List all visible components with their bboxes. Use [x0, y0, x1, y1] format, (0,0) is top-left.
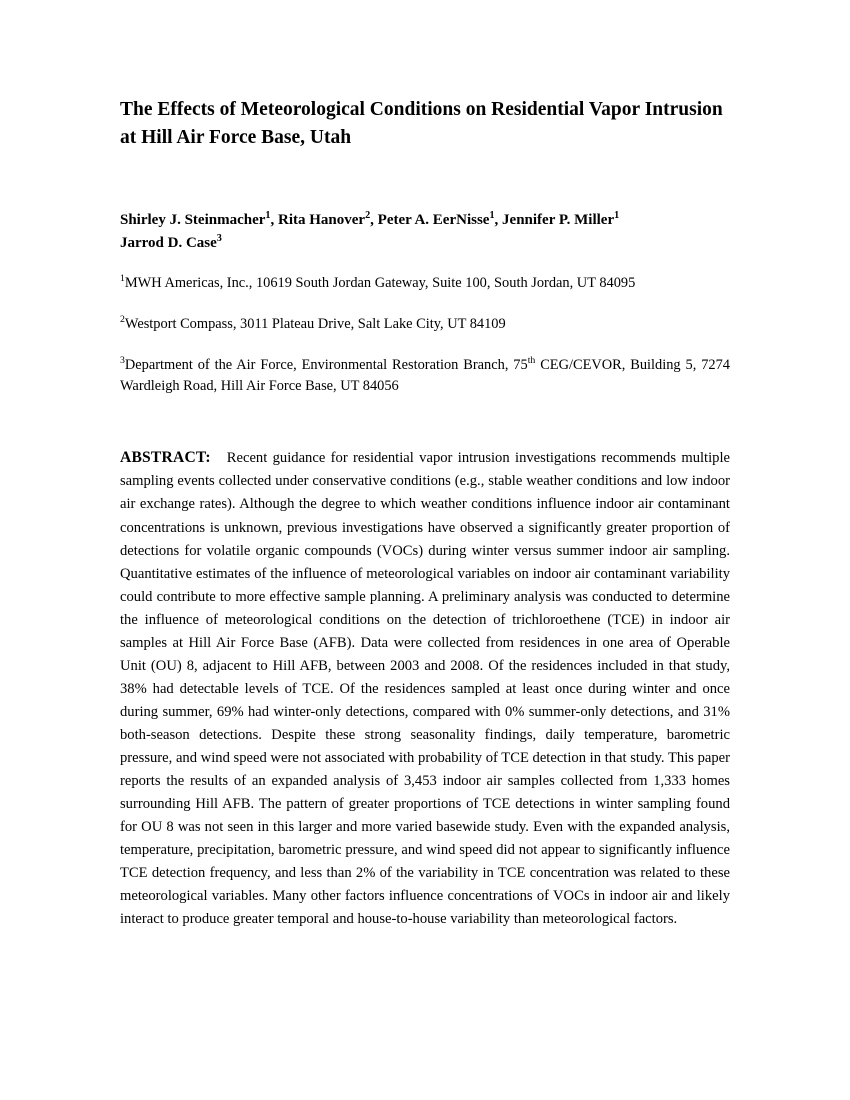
affiliation-text-2: Westport Compass, 3011 Plateau Drive, Salt Lake City, UT 84109	[124, 315, 506, 332]
abstract-section	[120, 446, 730, 932]
page-title: The Effects of Meteorological Conditions on Residential Vapor Intrusion at Hill Air Force Base, Utah	[120, 99, 723, 148]
abstract-label: ABSTRACT:	[120, 448, 211, 466]
affiliation-text-3a: Department of the Air Force, Environmental Restoration Branch, 75	[124, 356, 528, 373]
author-name-5: Jarrod D. Case	[120, 234, 217, 251]
author-affil-marker-5: 3	[216, 232, 222, 244]
affiliation-marker-2: 2	[120, 314, 125, 326]
affiliation-marker-1: 1	[120, 273, 125, 285]
author-affil-marker-1: 1	[265, 210, 271, 222]
author-name-2: , Rita Hanover	[270, 212, 366, 229]
affiliation-text-1: MWH Americas, Inc., 10619 South Jordan Gateway, Suite 100, South Jordan, UT 84095	[124, 275, 636, 292]
author-affil-marker-3: 1	[489, 210, 495, 222]
affiliation-1	[120, 273, 730, 295]
affiliation-3	[120, 355, 730, 398]
author-name-1: Shirley J. Steinmacher	[120, 212, 266, 229]
affiliation-2	[120, 314, 730, 336]
author-list	[120, 209, 730, 254]
document-content	[120, 96, 730, 931]
author-affil-marker-2: 2	[365, 210, 371, 222]
affiliation-text-3b: CEG/CEVOR, Building 5, 7274 Wardleigh Road, Hill Air Force Base, UT 84056	[120, 356, 730, 395]
affiliation-marker-3: 3	[120, 354, 125, 366]
author-affil-marker-4: 1	[614, 210, 620, 222]
abstract-body: Recent guidance for residential vapor intrusion investigations recommends multiple sampling events collected under conservative conditions (e.g., stable weather conditions and low indoor air exchange rates). Although the degree to which weather conditions influence indoor air contaminant concentrations is unknown, previous investigations have observed a significantly greater proportion of detections for volatile organic compounds (VOCs) during winter versus summer indoor air sampling. Quantitative estimates of the influence of meteorological variables on indoor air contaminant variability could contribute to more effective sample planning. A preliminary analysis was conducted to determine the influence of meteorological conditions on the detection of trichloroethene (TCE) in indoor air samples at Hill Air Force Base (AFB). Data were collected from residences in one area of Operable Unit (OU) 8, adjacent to Hill AFB, between 2003 and 2008. Of the residences included in that study, 38% had detectable levels of TCE. Of the residences sampled at least once during winter and once during summer, 69% had winter-only detections, compared with 0% summer-only detections, and 31% both-season detections. Despite these strong seasonality findings, daily temperature, barometric pressure, and wind speed were not associated with probability of TCE detection in that study. This paper reports the results of an expanded analysis of 3,453 indoor air samples collected from 1,333 homes surrounding Hill AFB. The pattern of greater proportions of TCE detections in winter sampling found for OU 8 was not seen in this larger and more varied basewide study. Even with the expanded analysis, temperature, precipitation, barometric pressure, and wind speed did not appear to significantly influence TCE detection frequency, and less than 2% of the variability in TCE concentration was related to these meteorological variables. Many other factors influence concentrations of VOCs in indoor air and likely interact to produce greater temporal and house-to-house variability than meteorological factors.	[120, 449, 730, 928]
author-name-3: , Peter A. EerNisse	[370, 212, 490, 229]
author-name-4: , Jennifer P. Miller	[494, 212, 615, 229]
author-last-line	[120, 232, 730, 255]
affiliation-ordinal-suffix: th	[527, 354, 536, 366]
